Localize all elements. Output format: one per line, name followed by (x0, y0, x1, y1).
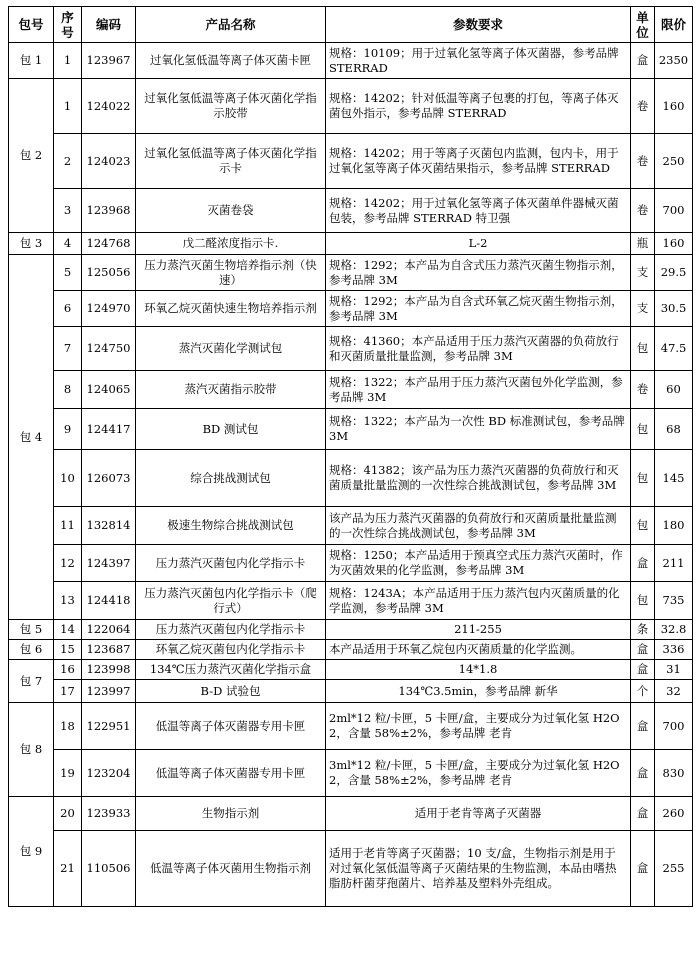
name-cell: BD 测试包 (136, 409, 326, 450)
name-cell: 环氧乙烷灭菌包内化学指示卡 (136, 640, 326, 660)
unit-cell: 盒 (631, 831, 655, 907)
price-cell: 160 (655, 233, 693, 255)
seq-cell: 21 (54, 831, 82, 907)
param-cell: 211-255 (326, 620, 631, 640)
param-cell: 规格：1243A；本产品适用于压力蒸汽包内灭菌质量的化学监测，参考品牌 3M (326, 582, 631, 620)
code-cell: 122951 (82, 703, 136, 750)
seq-cell: 15 (54, 640, 82, 660)
price-cell: 2350 (655, 43, 693, 79)
unit-cell: 盒 (631, 750, 655, 797)
param-cell: 规格：10109；用于过氧化氢等离子体灭菌器，参考品牌 STERRAD (326, 43, 631, 79)
table-row (9, 545, 693, 582)
code-cell: 124750 (82, 327, 136, 371)
code-cell: 124397 (82, 545, 136, 582)
price-cell: 211 (655, 545, 693, 582)
name-cell: 过氧化氢低温等离子体灭菌卡匣 (136, 43, 326, 79)
seq-cell: 6 (54, 291, 82, 327)
price-cell: 180 (655, 507, 693, 545)
param-cell: 适用于老肯等离子灭菌器 (326, 797, 631, 831)
table-row (9, 797, 693, 831)
price-cell: 700 (655, 703, 693, 750)
price-cell: 735 (655, 582, 693, 620)
name-cell: 压力蒸汽灭菌包内化学指示卡 (136, 545, 326, 582)
seq-cell: 8 (54, 371, 82, 409)
param-cell: 规格：41360；本产品适用于压力蒸汽灭菌器的负荷放行和灭菌质量批量监测，参考品牌 3M (326, 327, 631, 371)
code-cell: 123968 (82, 189, 136, 233)
param-cell: 规格：14202；用于等离子灭菌包内监测，包内卡，用于过氧化氢等离子体灭菌结果指示，参考品牌 STERRAD (326, 134, 631, 189)
price-cell: 32.8 (655, 620, 693, 640)
price-cell: 32 (655, 680, 693, 703)
code-cell: 123933 (82, 797, 136, 831)
code-cell: 123967 (82, 43, 136, 79)
name-cell: 过氧化氢低温等离子体灭菌化学指示卡 (136, 134, 326, 189)
unit-cell: 盒 (631, 703, 655, 750)
unit-cell: 卷 (631, 79, 655, 134)
code-cell: 124970 (82, 291, 136, 327)
name-cell: 戊二醛浓度指示卡. (136, 233, 326, 255)
table-row (9, 703, 693, 750)
unit-cell: 盒 (631, 660, 655, 680)
code-cell: 124023 (82, 134, 136, 189)
price-cell: 250 (655, 134, 693, 189)
name-cell: 压力蒸汽灭菌包内化学指示卡 (136, 620, 326, 640)
seq-cell: 1 (54, 43, 82, 79)
header-pkg: 包号 (9, 7, 54, 43)
unit-cell: 支 (631, 255, 655, 291)
pkg-cell: 包 8 (9, 703, 54, 797)
name-cell: 生物指示剂 (136, 797, 326, 831)
price-cell: 60 (655, 371, 693, 409)
table-row (9, 327, 693, 371)
table-row (9, 134, 693, 189)
code-cell: 123204 (82, 750, 136, 797)
table-row (9, 409, 693, 450)
pkg-cell: 包 6 (9, 640, 54, 660)
name-cell: 过氧化氢低温等离子体灭菌化学指示胶带 (136, 79, 326, 134)
table-row (9, 831, 693, 907)
table-row (9, 680, 693, 703)
price-limit-table (8, 6, 693, 907)
param-cell: 规格：41382；该产品为压力蒸汽灭菌器的负荷放行和灭菌质量批量监测的一次性综合挑战测试包，参考品牌 3M (326, 450, 631, 507)
seq-cell: 10 (54, 450, 82, 507)
param-cell: 规格：1250；本产品适用于预真空式压力蒸汽灭菌时，作为灭菌效果的化学监测，参考品牌 3M (326, 545, 631, 582)
seq-cell: 17 (54, 680, 82, 703)
table-row (9, 660, 693, 680)
param-cell: 规格：14202；针对低温等离子包裹的打包，等离子体灭菌包外指示，参考品牌 STERRAD (326, 79, 631, 134)
table-row (9, 371, 693, 409)
table-row (9, 291, 693, 327)
param-cell: 3ml*12 粒/卡匣，5 卡匣/盒，主要成分为过氧化氢 H2O2，含量 58%±2%，参考品牌 老肯 (326, 750, 631, 797)
code-cell: 125056 (82, 255, 136, 291)
param-cell: 本产品适用于环氧乙烷包内灭菌质量的化学监测。 (326, 640, 631, 660)
unit-cell: 瓶 (631, 233, 655, 255)
header-seq: 序号 (54, 7, 82, 43)
code-cell: 110506 (82, 831, 136, 907)
seq-cell: 5 (54, 255, 82, 291)
param-cell: 该产品为压力蒸汽灭菌器的负荷放行和灭菌质量批量监测的一次性综合挑战测试包，参考品牌 3M (326, 507, 631, 545)
seq-cell: 11 (54, 507, 82, 545)
header-code: 编码 (82, 7, 136, 43)
seq-cell: 3 (54, 189, 82, 233)
code-cell: 123687 (82, 640, 136, 660)
pkg-cell: 包 2 (9, 79, 54, 233)
name-cell: 蒸汽灭菌指示胶带 (136, 371, 326, 409)
seq-cell: 16 (54, 660, 82, 680)
param-cell: L-2 (326, 233, 631, 255)
name-cell: B-D 试验包 (136, 680, 326, 703)
name-cell: 压力蒸汽灭菌生物培养指示剂（快速） (136, 255, 326, 291)
unit-cell: 盒 (631, 640, 655, 660)
unit-cell: 盒 (631, 43, 655, 79)
param-cell: 规格：1322；本产品为一次性 BD 标准测试包，参考品牌 3M (326, 409, 631, 450)
unit-cell: 个 (631, 680, 655, 703)
code-cell: 124065 (82, 371, 136, 409)
unit-cell: 包 (631, 507, 655, 545)
param-cell: 14*1.8 (326, 660, 631, 680)
table-row (9, 620, 693, 640)
table-row (9, 233, 693, 255)
name-cell: 134℃压力蒸汽灭菌化学指示盒 (136, 660, 326, 680)
pkg-cell: 包 1 (9, 43, 54, 79)
header-unit: 单位 (631, 7, 655, 43)
code-cell: 123997 (82, 680, 136, 703)
pkg-cell: 包 5 (9, 620, 54, 640)
seq-cell: 2 (54, 134, 82, 189)
table-row (9, 750, 693, 797)
param-cell: 134℃3.5min，参考品牌 新华 (326, 680, 631, 703)
unit-cell: 包 (631, 327, 655, 371)
unit-cell: 卷 (631, 189, 655, 233)
seq-cell: 9 (54, 409, 82, 450)
param-cell: 规格：14202；用于过氧化氢等离子体灭菌单件器械灭菌包装，参考品牌 STERRAD 特卫强 (326, 189, 631, 233)
code-cell: 132814 (82, 507, 136, 545)
name-cell: 灭菌卷袋 (136, 189, 326, 233)
unit-cell: 盒 (631, 545, 655, 582)
table-row (9, 640, 693, 660)
unit-cell: 卷 (631, 134, 655, 189)
code-cell: 124417 (82, 409, 136, 450)
price-cell: 160 (655, 79, 693, 134)
unit-cell: 盒 (631, 797, 655, 831)
table-row (9, 582, 693, 620)
unit-cell: 包 (631, 582, 655, 620)
seq-cell: 14 (54, 620, 82, 640)
price-cell: 830 (655, 750, 693, 797)
pkg-cell: 包 7 (9, 660, 54, 703)
code-cell: 124418 (82, 582, 136, 620)
param-cell: 规格：1322；本产品用于压力蒸汽灭菌包外化学监测，参考品牌 3M (326, 371, 631, 409)
price-cell: 336 (655, 640, 693, 660)
seq-cell: 12 (54, 545, 82, 582)
seq-cell: 7 (54, 327, 82, 371)
unit-cell: 卷 (631, 371, 655, 409)
pkg-cell: 包 4 (9, 255, 54, 620)
pkg-cell: 包 9 (9, 797, 54, 907)
param-cell: 规格：1292；本产品为自含式压力蒸汽灭菌生物指示剂，参考品牌 3M (326, 255, 631, 291)
name-cell: 低温等离子体灭菌器专用卡匣 (136, 750, 326, 797)
price-cell: 29.5 (655, 255, 693, 291)
header-name: 产品名称 (136, 7, 326, 43)
code-cell: 126073 (82, 450, 136, 507)
price-cell: 47.5 (655, 327, 693, 371)
code-cell: 124768 (82, 233, 136, 255)
unit-cell: 支 (631, 291, 655, 327)
name-cell: 蒸汽灭菌化学测试包 (136, 327, 326, 371)
name-cell: 环氧乙烷灭菌快速生物培养指示剂 (136, 291, 326, 327)
table-row (9, 189, 693, 233)
unit-cell: 包 (631, 450, 655, 507)
header-row (9, 7, 693, 43)
seq-cell: 20 (54, 797, 82, 831)
param-cell: 规格：1292；本产品为自含式环氧乙烷灭菌生物指示剂，参考品牌 3M (326, 291, 631, 327)
price-cell: 31 (655, 660, 693, 680)
table-row (9, 255, 693, 291)
price-cell: 68 (655, 409, 693, 450)
header-param: 参数要求 (326, 7, 631, 43)
name-cell: 压力蒸汽灭菌包内化学指示卡（爬行式） (136, 582, 326, 620)
price-cell: 700 (655, 189, 693, 233)
table-row (9, 79, 693, 134)
header-price: 限价 (655, 7, 693, 43)
param-cell: 适用于老肯等离子灭菌器；10 支/盒，生物指示剂是用于对过氧化氢低温等离子灭菌结果的生物监测，本品由嗜热脂肪杆菌芽孢菌片、培养基及塑料外壳组成。 (326, 831, 631, 907)
table-row (9, 43, 693, 79)
price-cell: 30.5 (655, 291, 693, 327)
price-cell: 255 (655, 831, 693, 907)
price-cell: 145 (655, 450, 693, 507)
price-cell: 260 (655, 797, 693, 831)
code-cell: 122064 (82, 620, 136, 640)
table-row (9, 507, 693, 545)
param-cell: 2ml*12 粒/卡匣，5 卡匣/盒，主要成分为过氧化氢 H2O2，含量 58%±2%，参考品牌 老肯 (326, 703, 631, 750)
code-cell: 124022 (82, 79, 136, 134)
unit-cell: 包 (631, 409, 655, 450)
pkg-cell: 包 3 (9, 233, 54, 255)
name-cell: 低温等离子体灭菌器专用卡匣 (136, 703, 326, 750)
code-cell: 123998 (82, 660, 136, 680)
name-cell: 综合挑战测试包 (136, 450, 326, 507)
name-cell: 极速生物综合挑战测试包 (136, 507, 326, 545)
name-cell: 低温等离子体灭菌用生物指示剂 (136, 831, 326, 907)
seq-cell: 18 (54, 703, 82, 750)
seq-cell: 4 (54, 233, 82, 255)
seq-cell: 1 (54, 79, 82, 134)
unit-cell: 条 (631, 620, 655, 640)
table-row (9, 450, 693, 507)
seq-cell: 19 (54, 750, 82, 797)
seq-cell: 13 (54, 582, 82, 620)
